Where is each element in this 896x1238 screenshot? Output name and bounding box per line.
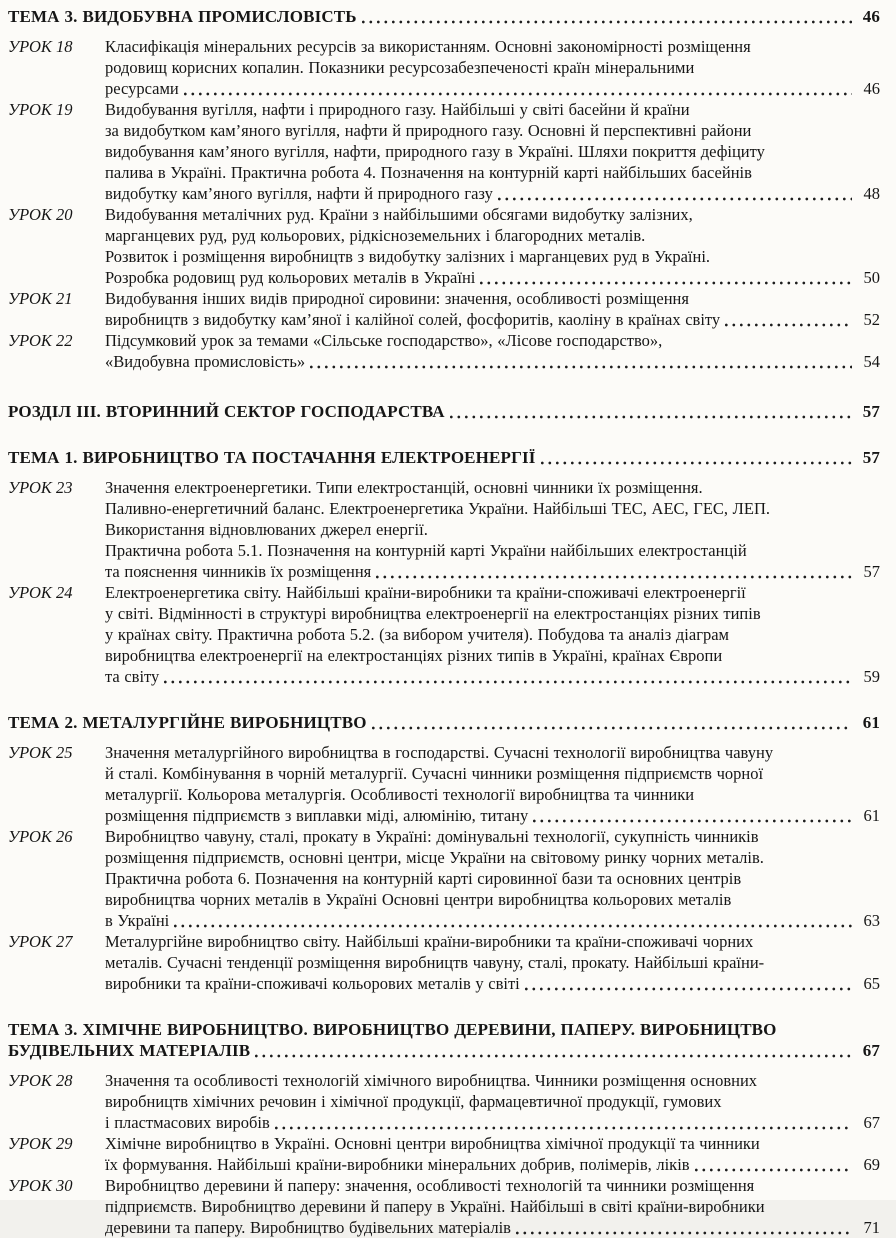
heading-text-line bbox=[8, 712, 880, 733]
page-number: 67 bbox=[862, 1041, 880, 1060]
lesson-text-line: виробництва електроенергії на електростанціях різних типів в Україні, країнах Європи bbox=[105, 646, 723, 665]
entry-body bbox=[8, 1019, 880, 1061]
entry-body bbox=[105, 1175, 880, 1238]
toc-lesson-entry bbox=[8, 330, 880, 372]
page-number: 59 bbox=[863, 667, 880, 686]
lesson-text-line: Використання відновлюваних джерел енергії. bbox=[105, 520, 428, 539]
entry-body bbox=[105, 204, 880, 288]
lesson-text-line bbox=[105, 973, 880, 994]
entry-text: «Видобувна промисловість» bbox=[105, 352, 306, 371]
lesson-number: УРОК 21 bbox=[8, 289, 73, 308]
lesson-text-line: Паливно-енергетичний баланс. Електроенергетика України. Найбільші ТЕС, АЕС, ГЕС, ЛЕП. bbox=[105, 499, 770, 518]
lesson-text-line: Металургійне виробництво світу. Найбільші країни-виробники та країни-споживачі чорних bbox=[105, 932, 754, 951]
page-number: 69 bbox=[863, 1155, 880, 1174]
lesson-text-line bbox=[105, 183, 880, 204]
toc-theme-heading bbox=[8, 712, 880, 733]
heading-text-line bbox=[8, 401, 880, 422]
toc-lesson-entry bbox=[8, 1133, 880, 1175]
entry-body bbox=[105, 931, 880, 994]
lesson-text-line: у світі. Відмінності в структурі виробництва електроенергії на електростанціях різних типів bbox=[105, 604, 761, 623]
dot-leader bbox=[184, 92, 852, 96]
dot-leader bbox=[310, 365, 852, 369]
page-number: 50 bbox=[863, 268, 880, 287]
lesson-text-line: родовищ корисних копалин. Показники ресурсозабезпеченості країн мінеральними bbox=[105, 58, 695, 77]
lesson-text-line: Значення та особливості технологій хімічного виробництва. Чинники розміщення основних bbox=[105, 1071, 758, 1090]
dot-leader bbox=[516, 1231, 852, 1235]
lesson-text-line: Значення електроенергетики. Типи електростанцій, основні чинники їх розміщення. bbox=[105, 478, 703, 497]
entry-text: БУДІВЕЛЬНИХ МАТЕРІАЛІВ bbox=[8, 1041, 251, 1060]
entry-text: їх формування. Найбільші країни-виробники мінеральних добрив, полімерів, ліків bbox=[105, 1155, 690, 1174]
entry-text: ТЕМА 2. МЕТАЛУРГІЙНЕ ВИРОБНИЦТВО bbox=[8, 713, 367, 732]
entry-body bbox=[105, 330, 880, 372]
lesson-text-line bbox=[105, 309, 880, 330]
lesson-text-line bbox=[105, 78, 880, 99]
heading-text-line bbox=[8, 1040, 880, 1061]
dot-leader bbox=[450, 415, 852, 419]
entry-text: виробники та країни-споживачі кольорових металів у світі bbox=[105, 974, 520, 993]
lesson-text-line: за видобутком кам’яного вугілля, нафти й природного газу. Основні й перспективні райони bbox=[105, 121, 752, 140]
lesson-number: УРОК 27 bbox=[8, 932, 73, 951]
entry-text: Розробка родовищ руд кольорових металів в Україні bbox=[105, 268, 476, 287]
lesson-text-line: видобування кам’яного вугілля, нафти, природного газу в Україні. Шляхи покриття дефіциту bbox=[105, 142, 765, 161]
table-of-contents bbox=[8, 6, 880, 1238]
lesson-text-line: у країнах світу. Практична робота 5.2. (за вибором учителя). Побудова та аналіз діаграм bbox=[105, 625, 729, 644]
dot-leader bbox=[376, 575, 852, 579]
lesson-text-line: Виробництво деревини й паперу: значення, особливості технологій та чинники розміщення bbox=[105, 1176, 755, 1195]
lesson-text-line: Підсумковий урок за темами «Сільське господарство», «Лісове господарство», bbox=[105, 331, 663, 350]
entry-text: видобутку кам’яного вугілля, нафти й природного газу bbox=[105, 184, 493, 203]
entry-text: в Україні bbox=[105, 911, 170, 930]
entry-text: деревини та паперу. Виробництво будівельних матеріалів bbox=[105, 1218, 511, 1237]
toc-theme-heading bbox=[8, 447, 880, 468]
entry-body bbox=[8, 6, 880, 27]
dot-leader bbox=[164, 680, 852, 684]
lesson-text-line: Видобування металічних руд. Країни з найбільшими обсягами видобутку залізних, bbox=[105, 205, 693, 224]
entry-text: та світу bbox=[105, 667, 160, 686]
toc-theme-heading bbox=[8, 1019, 880, 1061]
lesson-number: УРОК 26 bbox=[8, 827, 73, 846]
heading-text-line bbox=[8, 6, 880, 27]
lesson-text-line bbox=[105, 1154, 880, 1175]
lesson-text-line: металів. Сучасні тенденції розміщення виробництв чавуну, сталі, прокату. Найбільші країни- bbox=[105, 953, 765, 972]
dot-leader bbox=[480, 281, 852, 285]
lesson-text-line bbox=[105, 1217, 880, 1238]
entry-text: ТЕМА 3. ВИДОБУВНА ПРОМИСЛОВІСТЬ bbox=[8, 7, 357, 26]
dot-leader bbox=[174, 924, 852, 928]
entry-text: РОЗДІЛ III. ВТОРИННИЙ СЕКТОР ГОСПОДАРСТВА bbox=[8, 402, 445, 421]
entry-body bbox=[105, 288, 880, 330]
dot-leader bbox=[695, 1168, 852, 1172]
entry-text: ресурсами bbox=[105, 79, 179, 98]
toc-lesson-entry bbox=[8, 1070, 880, 1133]
lesson-text-line: розміщення підприємств, основні центри, місце України на світовому ринку чорних металів. bbox=[105, 848, 764, 867]
lesson-text-line: виробництва чорних металів в Україні Основні центри виробництва кольорових металів bbox=[105, 890, 732, 909]
lesson-text-line: Значення металургійного виробництва в господарстві. Сучасні технології виробництва чавуну bbox=[105, 743, 774, 762]
page-number: 65 bbox=[863, 974, 880, 993]
page-number: 61 bbox=[862, 713, 880, 732]
lesson-text-line bbox=[105, 666, 880, 687]
page-number: 46 bbox=[863, 79, 880, 98]
page-number: 52 bbox=[863, 310, 880, 329]
lesson-text-line bbox=[105, 910, 880, 931]
lesson-number: УРОК 24 bbox=[8, 583, 73, 602]
lesson-text-line: металургії. Кольорова металургія. Особливості технології виробництва та чинники bbox=[105, 785, 695, 804]
entry-text: ТЕМА 1. ВИРОБНИЦТВО ТА ПОСТАЧАННЯ ЕЛЕКТРОЕНЕРГІЇ bbox=[8, 448, 536, 467]
lesson-text-line bbox=[105, 267, 880, 288]
lesson-text-line: марганцевих руд, руд кольорових, рідкісноземельних і благородних металів. bbox=[105, 226, 646, 245]
toc-lesson-entry bbox=[8, 1175, 880, 1238]
toc-lesson-entry bbox=[8, 742, 880, 826]
lesson-text-line: Видобування інших видів природної сировини: значення, особливості розміщення bbox=[105, 289, 689, 308]
heading-text-line: ТЕМА 3. ХІМІЧНЕ ВИРОБНИЦТВО. ВИРОБНИЦТВО ДЕРЕВИНИ, ПАПЕРУ. ВИРОБНИЦТВО bbox=[8, 1020, 777, 1039]
lesson-text-line bbox=[105, 561, 880, 582]
dot-leader bbox=[533, 819, 852, 823]
toc-lesson-entry bbox=[8, 931, 880, 994]
entry-text: і пластмасових виробів bbox=[105, 1113, 270, 1132]
dot-leader bbox=[541, 461, 852, 465]
entry-body bbox=[105, 1070, 880, 1133]
lesson-text-line: Практична робота 5.1. Позначення на контурній карті України найбільших електростанцій bbox=[105, 541, 747, 560]
lesson-number: УРОК 29 bbox=[8, 1134, 73, 1153]
lesson-text-line: Класифікація мінеральних ресурсів за використанням. Основні закономірності розміщення bbox=[105, 37, 751, 56]
lesson-number: УРОК 28 bbox=[8, 1071, 73, 1090]
page-number: 46 bbox=[862, 7, 880, 26]
toc-lesson-entry bbox=[8, 36, 880, 99]
entry-body bbox=[105, 36, 880, 99]
toc-section-heading bbox=[8, 401, 880, 422]
heading-text-line bbox=[8, 447, 880, 468]
dot-leader bbox=[725, 323, 852, 327]
page-number: 57 bbox=[862, 402, 880, 421]
lesson-text-line: виробництв хімічних речовин і хімічної продукції, фармацевтичної продукції, гумових bbox=[105, 1092, 722, 1111]
entry-body bbox=[105, 1133, 880, 1175]
toc-lesson-entry bbox=[8, 826, 880, 931]
page-number: 67 bbox=[863, 1113, 880, 1132]
lesson-text-line bbox=[105, 1112, 880, 1133]
dot-leader bbox=[498, 197, 852, 201]
page-number: 57 bbox=[863, 562, 880, 581]
entry-text: розміщення підприємств з виплавки міді, алюмінію, титану bbox=[105, 806, 529, 825]
entry-body bbox=[105, 477, 880, 582]
lesson-number: УРОК 25 bbox=[8, 743, 73, 762]
lesson-text-line bbox=[105, 805, 880, 826]
toc-theme-heading bbox=[8, 6, 880, 27]
entry-body bbox=[105, 582, 880, 687]
page-number: 61 bbox=[863, 806, 880, 825]
page-number: 48 bbox=[863, 184, 880, 203]
lesson-number: УРОК 18 bbox=[8, 37, 73, 56]
toc-lesson-entry bbox=[8, 204, 880, 288]
entry-body bbox=[105, 826, 880, 931]
lesson-text-line: й сталі. Комбінування в чорній металургії. Сучасні чинники розміщення підприємств чорної bbox=[105, 764, 764, 783]
toc-lesson-entry bbox=[8, 99, 880, 204]
lesson-text-line bbox=[105, 351, 880, 372]
entry-text: та пояснення чинників їх розміщення bbox=[105, 562, 372, 581]
entry-body bbox=[105, 742, 880, 826]
lesson-text-line: Хімічне виробництво в Україні. Основні центри виробництва хімічної продукції та чинники bbox=[105, 1134, 760, 1153]
lesson-number: УРОК 22 bbox=[8, 331, 73, 350]
page-number: 71 bbox=[863, 1218, 880, 1237]
toc-lesson-entry bbox=[8, 582, 880, 687]
lesson-number: УРОК 20 bbox=[8, 205, 73, 224]
dot-leader bbox=[275, 1126, 852, 1130]
lesson-text-line: Електроенергетика світу. Найбільші країни-виробники та країни-споживачі електроенергії bbox=[105, 583, 746, 602]
lesson-text-line: палива в Україні. Практична робота 4. Позначення на контурній карті найбільших басейнів bbox=[105, 163, 752, 182]
lesson-text-line: Виробництво чавуну, сталі, прокату в Україні: домінувальні технології, сукупність чинників bbox=[105, 827, 759, 846]
dot-leader bbox=[372, 726, 852, 730]
dot-leader bbox=[255, 1054, 852, 1058]
page-number: 54 bbox=[863, 352, 880, 371]
lesson-text-line: Розвиток і розміщення виробництв з видобутку залізних і марганцевих руд в Україні. bbox=[105, 247, 711, 266]
page-number: 63 bbox=[863, 911, 880, 930]
lesson-number: УРОК 23 bbox=[8, 478, 73, 497]
page-number: 57 bbox=[862, 448, 880, 467]
entry-body bbox=[8, 712, 880, 733]
dot-leader bbox=[525, 987, 852, 991]
lesson-text-line: Видобування вугілля, нафти і природного газу. Найбільші у світі басейни й країни bbox=[105, 100, 690, 119]
lesson-number: УРОК 30 bbox=[8, 1176, 73, 1195]
toc-lesson-entry bbox=[8, 288, 880, 330]
entry-body bbox=[8, 401, 880, 422]
lesson-text-line: Практична робота 6. Позначення на контурній карті сировинної бази та основних центрів bbox=[105, 869, 742, 888]
entry-body bbox=[8, 447, 880, 468]
lesson-number: УРОК 19 bbox=[8, 100, 73, 119]
lesson-text-line: підприємств. Виробництво деревини й паперу в Україні. Найбільші в світі країни-виробники bbox=[105, 1197, 765, 1216]
entry-body bbox=[105, 99, 880, 204]
toc-lesson-entry bbox=[8, 477, 880, 582]
dot-leader bbox=[362, 20, 852, 24]
entry-text: виробництв з видобутку кам’яної і калійної солей, фосфоритів, каоліну в країнах світу bbox=[105, 310, 721, 329]
